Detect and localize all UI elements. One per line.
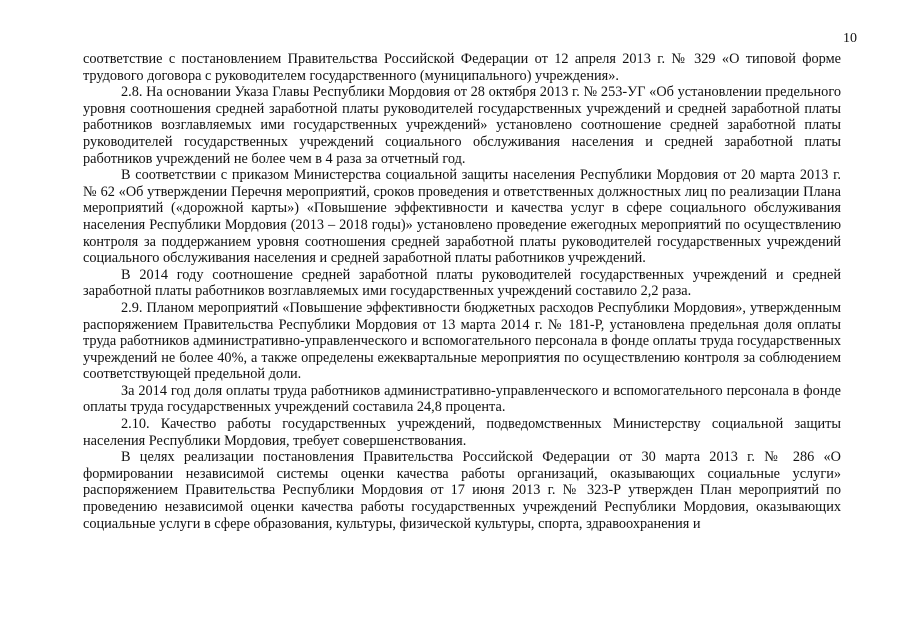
paragraph-2-9: 2.9. Планом мероприятий «Повышение эффективности бюджетных расходов Республики Мордовия», утвержденным распоряжением Правительства Республики Мордовия от 13 марта 2014 г. № 181-Р, установлена предельная доля оплаты труда работников административно-управленческого и вспомогательного персонала в фонде оплаты труда государственных учреждений не более 40%, а также определены ежеквартальные мероприятия по осуществлению контроля за соблюдением соответствующей предельной доли. — [83, 299, 841, 383]
paragraph-independent-assessment: В целях реализации постановления Правительства Российской Федерации от 30 марта 2013 г. № 286 «О формировании независимой системы оценки качества работы организаций, оказывающих социальные услуги» распоряжением Правительства Республики Мордовия от 17 июня 2013 г. № 323-Р утвержден План мероприятий по проведению независимой оценки качества работы государственных учреждений Республики Мордовия, оказывающих социальные услуги в сфере образования, культуры, физической культуры, спорта, здравоохранения и — [83, 449, 841, 532]
document-body — [83, 51, 841, 532]
paragraph-2014-share: За 2014 год доля оплаты труда работников административно-управленческого и вспомогательного персонала в фонде оплаты труда государственных учреждений составила 24,8 процента. — [83, 382, 841, 416]
paragraph-ministry-order: В соответствии с приказом Министерства социальной защиты населения Республики Мордовия от 20 марта 2013 г. № 62 «Об утверждении Перечня мероприятий, сроков проведения и ответственных должностных лиц по реализации Плана мероприятий («дорожной карты») «Повышение эффективности и качества услуг в сфере социального обслуживания населения Республики Мордовия (2013 – 2018 годы)» установлено проведение ежегодных мероприятий по осуществлению контроля за поддержанием уровня соотношения средней заработной платы руководителей государственных учреждений социального обслуживания населения и средней заработной платы работников учреждений. — [83, 167, 841, 267]
paragraph-2-10: 2.10. Качество работы государственных учреждений, подведомственных Министерству социальной защиты населения Республики Мордовия, требует совершенствования. — [83, 416, 841, 449]
page-number: 10 — [843, 31, 857, 46]
paragraph-continuation: соответствие с постановлением Правительства Российской Федерации от 12 апреля 2013 г. № 329 «О типовой форме трудового договора с руководителем государственного (муниципального) учреждения». — [83, 51, 841, 84]
paragraph-2-8: 2.8. На основании Указа Главы Республики Мордовия от 28 октября 2013 г. № 253-УГ «Об установлении предельного уровня соотношения средней заработной платы руководителей государственных учреждений и средней заработной платы работников возглавляемых ими государственных учреждений» установлено соотношение средней заработной платы руководителей государственных учреждений социального обслуживания населения и средней заработной платы работников учреждений не более чем в 4 раза за отчетный год. — [83, 84, 841, 167]
paragraph-2014-ratio: В 2014 году соотношение средней заработной платы руководителей государственных учреждений и средней заработной платы работников возглавляемых ими государственных учреждений составило 2,2 раза. — [83, 266, 841, 300]
